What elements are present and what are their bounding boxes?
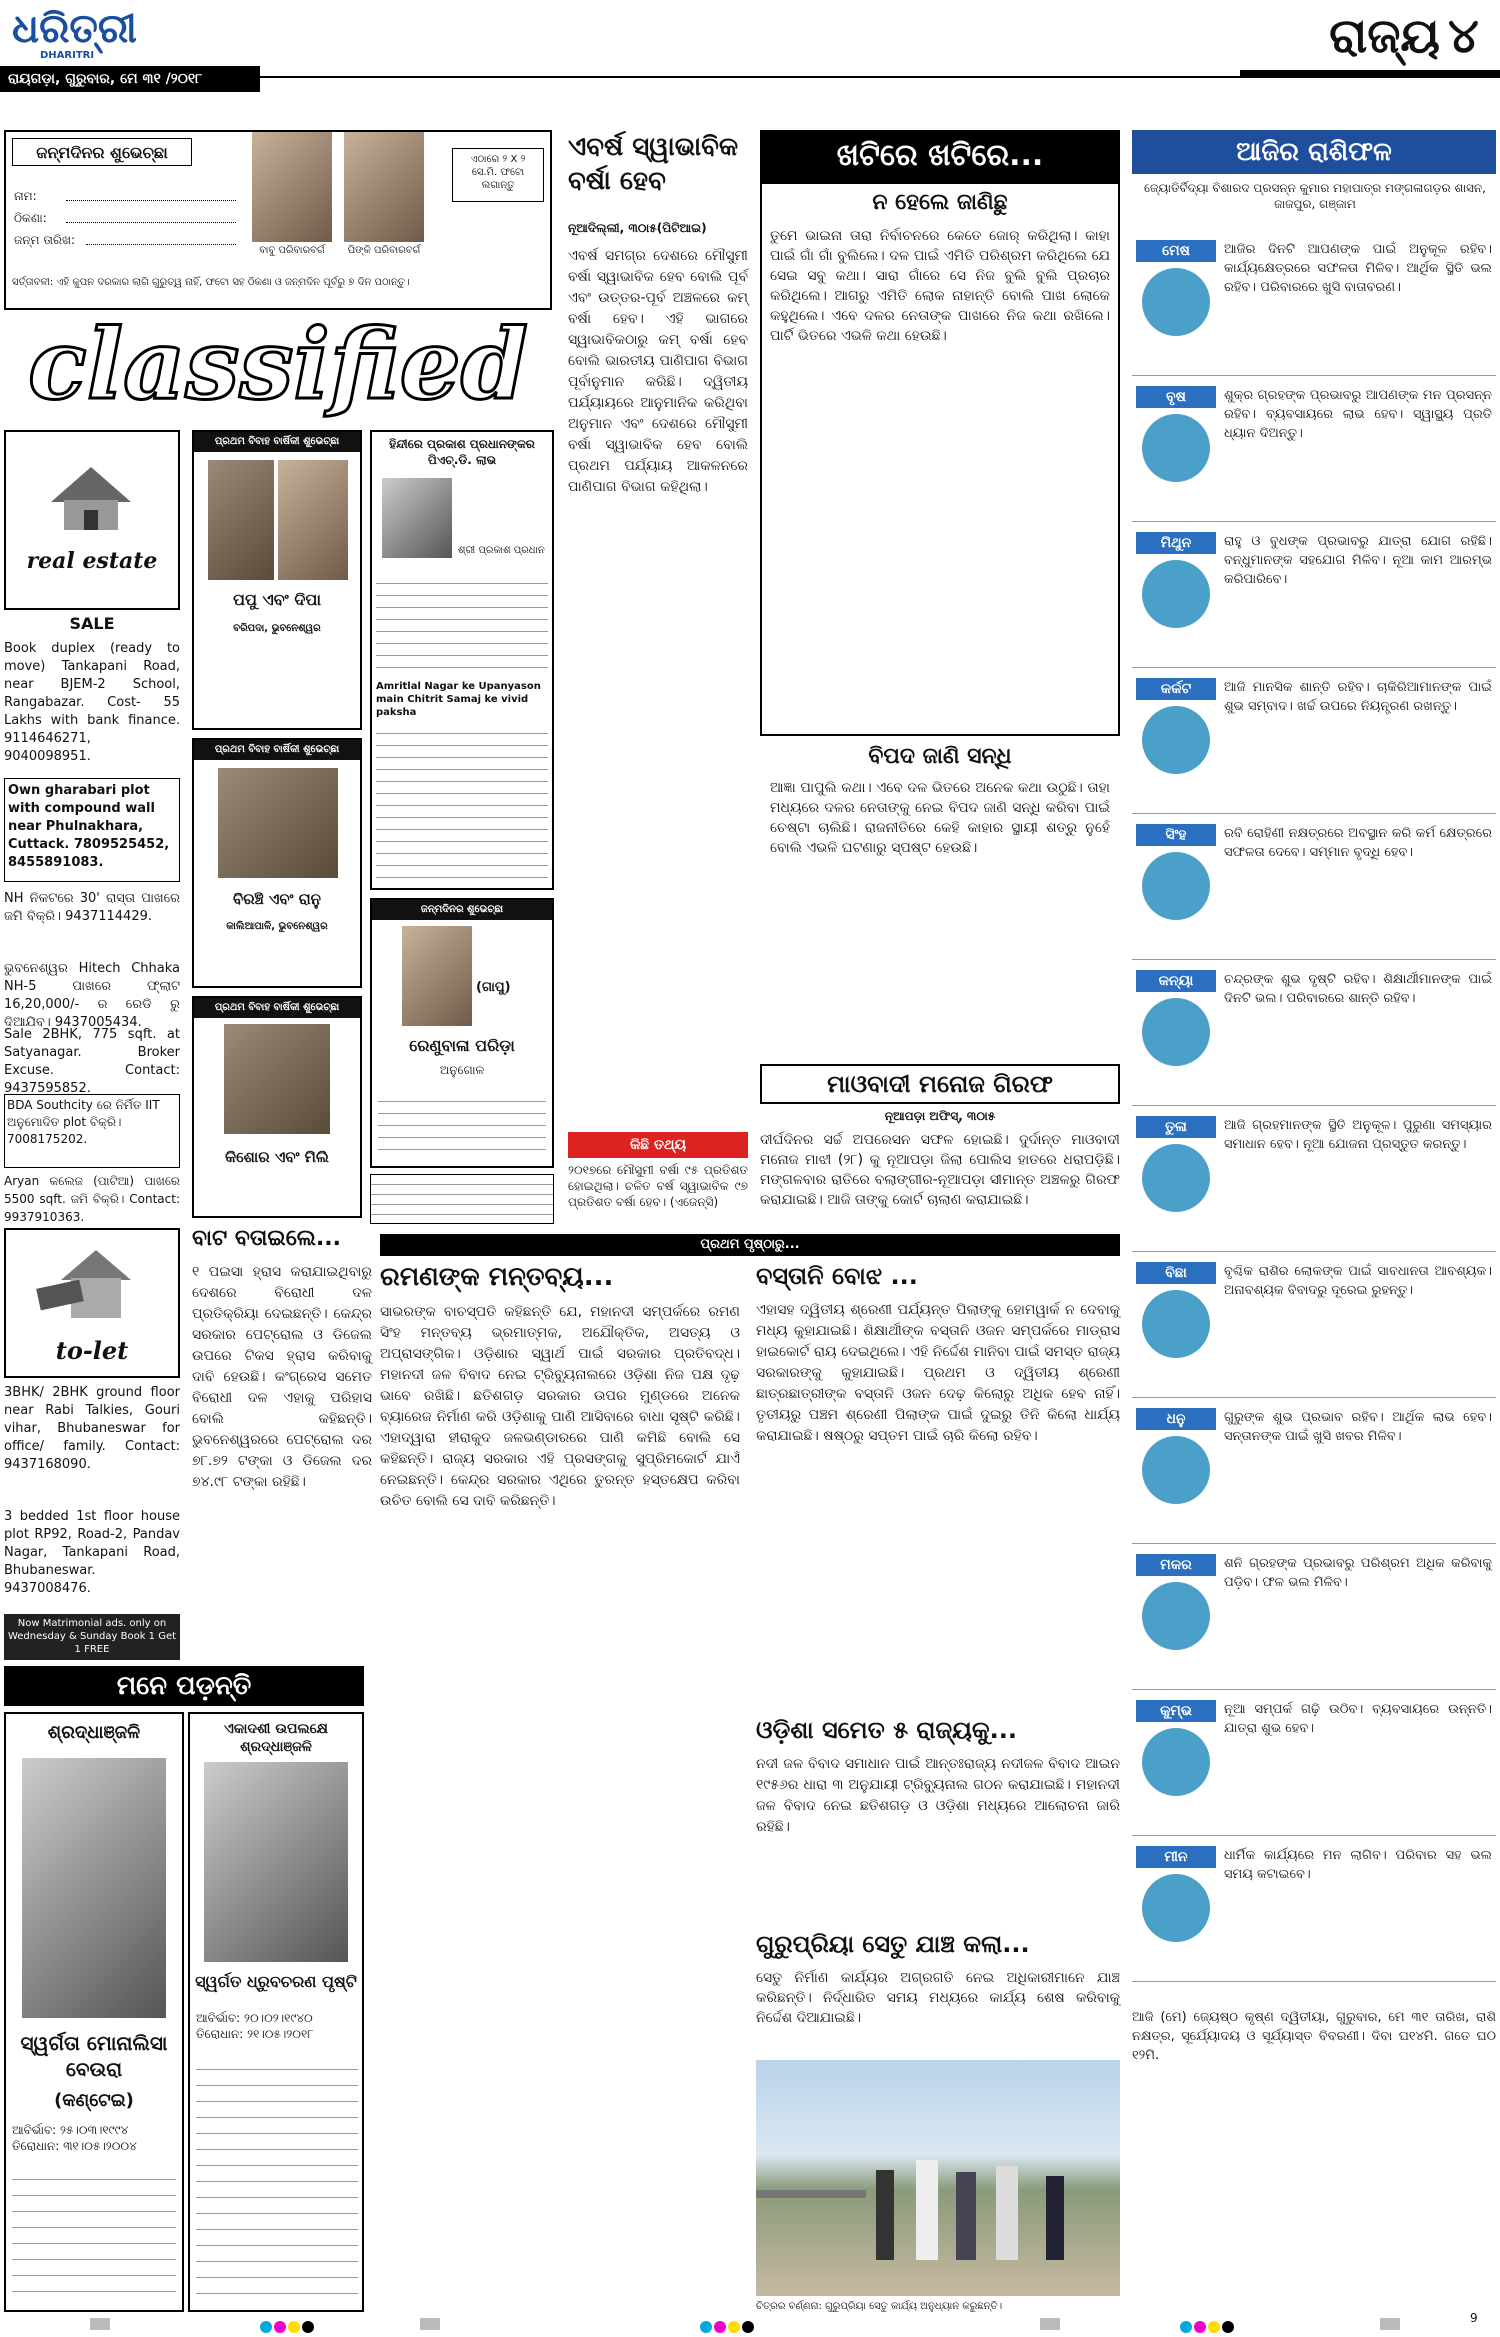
zodiac-sign-icon [1142, 1582, 1210, 1650]
rashi-text: ଆଜି ମାନସିକ ଶାନ୍ତି ରହିବ। ଚାକିରିଆମାନଙ୍କ ପାଇଁ ଶୁଭ ସମ୍ବାଦ। ଖର୍ଚ୍ଚ ଉପରେ ନିୟନ୍ତ୍ରଣ ରଖନ୍ତୁ। [1224, 680, 1492, 714]
horoscope-list [1132, 234, 1496, 1994]
section-title: ରାଜ୍ୟ [1329, 8, 1440, 64]
to-let-sign-icon [36, 1248, 146, 1328]
bag-body: ଏହାସହ ଦ୍ୱିତୀୟ ଶ୍ରେଣୀ ପର୍ଯ୍ୟନ୍ତ ପିଲାଙ୍କୁ ହୋମୱାର୍କ ନ ଦେବାକୁ ମଧ୍ୟ କୁହାଯାଇଛି। ଶିକ୍ଷାର୍ଥୀଙ୍କ ବସ୍ତାନି ଓଜନ ସମ୍ପର୍କରେ ମାଡ୍ରାସ ହାଇକୋର୍ଟ ରାୟ ଦେଇଥିଲେ। ଏହି ନିର୍ଦ୍ଦେଶ ମାନିବା ପାଇଁ ସମସ୍ତ ରାଜ୍ୟ ସରକାରଙ୍କୁ କୁହାଯାଇଛି। ପ୍ରଥମ ଓ ଦ୍ୱିତୀୟ ଶ୍ରେଣୀ ଛାତ୍ରଛାତ୍ରୀଙ୍କ ବସ୍ତାନି ଓଜନ ଦେଢ଼ କିଲୋରୁ ଅଧିକ ହେବ ନାହିଁ। ତୃତୀୟରୁ ପଞ୍ଚମ ଶ୍ରେଣୀ ପିଲାଙ୍କ ପାଇଁ ଦୁଇରୁ ତିନି କିଲୋ ଧାର୍ଯ୍ୟ କରାଯାଇଛି। ଷଷ୍ଠରୁ ସପ୍ତମ ପାଇଁ ଚାରି କିଲୋ ରହିବ। [756, 1302, 1120, 1444]
rashi-text: ଆଜିର ଦିନଟି ଆପଣଙ୍କ ପାଇଁ ଅନୁକୂଳ ରହିବ। କାର୍ଯ୍ୟକ୍ଷେତ୍ରରେ ସଫଳତା ମିଳିବ। ଆର୍ଥିକ ସ୍ଥିତି ଭଲ ରହିବ। ପରିବାରରେ ଖୁସି ବାତାବରଣ। [1224, 242, 1492, 295]
rashi-entry [1132, 1840, 1496, 1982]
ramana-body: ସାଭରଙ୍କ ବାଚସ୍ପତି କହିଛନ୍ତି ଯେ, ମହାନଦୀ ସମ୍ପର୍କରେ ରମଣ ସିଂହ ମନ୍ତବ୍ୟ ଭ୍ରମାତ୍ମକ, ଅଯୌକ୍ତିକ, ଅସତ୍ୟ ଓ ଅପ୍ରାସଙ୍ଗିକ। ଓଡ଼ିଶାର ସ୍ୱାର୍ଥ ପାଇଁ ସରକାର ପ୍ରତିବଦ୍ଧ। ମହାନଦୀ ଜଳ ବିବାଦ ନେଇ ଟ୍ରିବ୍ୟୁନାଲରେ ଓଡ଼ିଶା ନିଜ ପକ୍ଷ ଦୃଢ଼ ଭାବେ ରଖିଛି। ଛତିଶଗଡ଼ ସରକାର ଉପର ମୁଣ୍ଡରେ ଅନେକ ବ୍ୟାରେଜ ନିର୍ମାଣ କରି ଓଡ଼ିଶାକୁ ପାଣି ଆସିବାରେ ବାଧା ସୃଷ୍ଟି କରିଛି। ଏହାଦ୍ୱାରା ହୀରାକୁଦ ଜଳଭଣ୍ଡାରରେ ପାଣି କମିଛି ବୋଲି ସେ କହିଛନ୍ତି। ରାଜ୍ୟ ସରକାର ଏହି ପ୍ରସଙ୍ଗକୁ ସୁପ୍ରିମକୋର୍ଟ ଯାଏଁ ନେଇଛନ୍ତି। କେନ୍ଦ୍ର ସରକାର ଏଥିରେ ତୁରନ୍ତ ହସ୍ତକ୍ଷେପ କରିବା ଉଚିତ ବୋଲି ସେ ଦାବି କରିଛନ୍ତି। [380, 1304, 740, 1509]
zodiac-sign-icon [1142, 998, 1210, 1066]
child-caption-1: ବାବୁ ପରିବାରବର୍ଗ [259, 245, 325, 256]
to-let-ad: 3BHK/ 2BHK ground floor near Rabi Talkies, Gouri vihar, Bhubaneswar for office/ family. Contact: 9437168090. [4, 1385, 180, 1472]
zodiac-sign-icon [1142, 1436, 1210, 1504]
person-name: ଶ୍ରୀ ପ୍ରକାଶ ପ୍ରଧାନ [458, 545, 545, 556]
person-photo [402, 926, 472, 1026]
memorial-dates: ଆବିର୍ଭାବ: ୨୦।୦୨।୧୯୪୦ ତିରୋଧାନ: ୨୧।୦୫।୨୦୧୮ [196, 2011, 314, 2041]
rashi-text: ରବି ରୋହିଣୀ ନକ୍ଷତ୍ରରେ ଅବସ୍ଥାନ କରି କର୍ମ କ୍ଷେତ୍ରରେ ସଫଳତା ଦେବେ। ସମ୍ମାନ ବୃଦ୍ଧି ହେବ। [1224, 826, 1492, 860]
memorial-right [188, 1712, 364, 2312]
birthday-title: ଜନ୍ମଦିନର ଶୁଭେଚ୍ଛା [12, 138, 192, 166]
text-lines [376, 572, 548, 672]
panjika: ଆଜି (ମେ) ଜ୍ୟେଷ୍ଠ କୃଷ୍ଣ ଦ୍ୱିତୀୟା, ଗୁରୁବାର, ମେ ୩୧ ତାରିଖ, ରାଶି ନକ୍ଷତ୍ର, ସୂର୍ଯ୍ୟୋଦୟ ଓ ସୂର୍ଯ୍ୟାସ୍ତ ବିବରଣୀ। ଦିବା ଘ୧୪ମି. ଗତେ ଘ୦ ୧୨ମି. [1132, 2010, 1496, 2063]
print-mark [90, 2318, 110, 2330]
couple-name: ପପୁ ଏବଂ ଦିପା [233, 590, 321, 609]
zodiac-sign-icon [1142, 706, 1210, 774]
birthday-footnote: ସର୍ତ୍ତାବଳୀ: ଏହି କୁପନ ଦରକାର ଲାଗି ଗୁରୁତ୍ୱ ନାହିଁ, ଫଟୋ ସହ ଠିକଣା ଓ ଜନ୍ମଦିନ ପୂର୍ବରୁ ୭ ଦିନ ପଠାନ୍ତୁ। [12, 277, 410, 288]
zodiac-sign-icon [1142, 268, 1210, 336]
zodiac-sign-icon [1142, 414, 1210, 482]
jump-bar: ପ୍ରଥମ ପୃଷ୍ଠାରୁ... [380, 1234, 1120, 1256]
classified-banner: classified [28, 308, 528, 421]
rashi-entry [1132, 1110, 1496, 1252]
zodiac-sign-icon [1142, 560, 1210, 628]
rashi-name: ମିଥୁନ [1136, 532, 1216, 554]
text-lines [378, 1090, 546, 1160]
anniversary-title: ପ୍ରଥମ ବିବାହ ବାର୍ଷିକୀ ଶୁଭେଚ୍ଛା [194, 740, 360, 760]
anniversary-title: ପ୍ରଥମ ବିବାହ ବାର୍ଷିକୀ ଶୁଭେଚ୍ଛା [194, 998, 360, 1018]
rashi-name: ବୃଷ [1136, 386, 1216, 408]
page-number: ୪ [1448, 8, 1479, 64]
dotted-line [86, 244, 236, 245]
to-let-box [4, 1228, 180, 1378]
people-silhouettes-icon [756, 2060, 1120, 2296]
memorial-title: ଏକାଦଶୀ ଉପଲକ୍ଷେ ଶ୍ରଦ୍ଧାଞ୍ଜଳି [224, 1721, 328, 1755]
ramana-headline: ରମଣଙ୍କ ମନ୍ତବ୍ୟ... [380, 1262, 614, 1292]
anniversary-ad-3 [192, 996, 362, 1218]
classified-ad-boxed: BDA Southcity ରେ ନିର୍ମିତ IIT ଅନୁମୋଦିତ plot ବିକ୍ରି। 7008175202. [4, 1094, 180, 1168]
photo-size-note: ଏଠାରେ ୨ X ୨ ସେ.ମି. ଫଟୋ ଲଗାନ୍ତୁ [452, 148, 544, 202]
story-headline: ନ ହେଲେ ଜାଣିଛୁ [872, 190, 1008, 215]
matrimonial-note: Now Matrimonial ads. only on Wednesday & Sunday Book 1 Get 1 FREE [4, 1614, 180, 1660]
zodiac-sign-icon [1142, 1144, 1210, 1212]
rashi-text: ଆଜି ଗ୍ରହମାନଙ୍କ ସ୍ଥିତି ଅନୁକୂଳ। ପୁରୁଣା ସମସ୍ୟାର ସମାଧାନ ହେବ। ନୂଆ ଯୋଜନା ପ୍ରସ୍ତୁତ କରନ୍ତୁ। [1224, 1118, 1492, 1152]
birthday-coupon [4, 130, 552, 310]
rashi-entry [1132, 1256, 1496, 1398]
memorial-banner: ମନେ ପଡ଼ନ୍ତି [4, 1666, 364, 1706]
anniversary-ad-1 [192, 430, 362, 730]
thesis-title: Amritlal Nagar ke Upanyason main Chitrit Samaj ke vivid paksha [376, 681, 541, 718]
birthday-ad-2 [370, 898, 554, 1168]
fivestates-body: ନଦୀ ଜଳ ବିବାଦ ସମାଧାନ ପାଇଁ ଆନ୍ତଃରାଜ୍ୟ ନଦୀଜଳ ବିବାଦ ଆଇନ ୧୯୫୬ର ଧାରା ୩ ଅନୁଯାୟୀ ଟ୍ରିବ୍ୟୁନାଲ ଗଠନ କରାଯାଇଛି। ମହାନଦୀ ଜଳ ବିବାଦ ନେଇ ଛତିଶଗଡ଼ ଓ ଓଡ଼ିଶା ମଧ୍ୟରେ ଆଲୋଚନା ଜାରି ରହିଛି। [756, 1756, 1120, 1835]
memorial-photo [204, 1762, 348, 1962]
classified-ad: NH ନିକଟରେ 30' ରାସ୍ତା ପାଖରେ ଜମି ବିକ୍ରି। 9437114429. [4, 891, 180, 924]
rashi-text: ବୃଶ୍ଚିକ ରାଶିର ଲୋକଙ୍କ ପାଇଁ ସାବଧାନତା ଆବଶ୍ୟକ। ଅନାବଶ୍ୟକ ବିବାଦରୁ ଦୂରେଇ ରୁହନ୍ତୁ। [1224, 1264, 1492, 1298]
memorial-name: ସ୍ୱର୍ଗତ ଧ୍ରୁବଚରଣ ପୃଷ୍ଟି [195, 1972, 357, 1991]
rashi-text: ନୂଆ ସମ୍ପର୍କ ଗଢ଼ି ଉଠିବ। ବ୍ୟବସାୟରେ ଉନ୍ନତି। ଯାତ୍ରା ଶୁଭ ହେବ। [1224, 1702, 1492, 1736]
rashi-entry [1132, 1402, 1496, 1544]
zodiac-sign-icon [1142, 1728, 1210, 1796]
rashi-entry [1132, 672, 1496, 814]
real-estate-label: real estate [26, 548, 158, 574]
maoist-body: ଦୀର୍ଘଦିନର ସର୍ଚ୍ଚ ଅପରେସନ ସଫଳ ହୋଇଛି। ଦୁର୍ଦାନ୍ତ ମାଓବାଦୀ ମନୋଜ ମାଝୀ (୨୮) କୁ ନୂଆପଡ଼ା ଜିଲା ପୋଲିସ ହାତରେ ଧରାପଡ଼ିଛି। ମଙ୍ଗଳବାର ରାତିରେ ବଲାଙ୍ଗୀର-ନୂଆପଡ଼ା ସୀମାନ୍ତ ଅଞ୍ଚଳରୁ ଗିରଫ କରାଯାଇଛି। ଆଜି ତାଙ୍କୁ କୋର୍ଟ ଚାଲାଣ କରାଯାଇଛି। [760, 1132, 1120, 1208]
wrongway-headline: ବାଟ ବତାଇଲେ... [192, 1226, 341, 1251]
memorial-name: ସ୍ୱର୍ଗତା ମୋନାଲିସା ବେଉରା [20, 2031, 168, 2081]
bridge-headline: ଗୁରୁପ୍ରିୟା ସେତୁ ଯାଞ୍ଚ କଲା... [756, 1930, 1030, 1958]
child-caption-2: ପିଙ୍କି ପରିବାରବର୍ଗ [347, 245, 421, 256]
rashi-name: ସିଂହ [1136, 824, 1216, 846]
classified-ad: Book duplex (ready to move) Tankapani Road, near BJEM-2 School, Rangabazar. Cost- 55 Lakhs with bank finance. 9114646271, 9040098951. [4, 641, 180, 764]
cmyk-marks [1180, 2318, 1236, 2337]
bridge-body: ସେତୁ ନିର୍ମାଣ କାର୍ଯ୍ୟର ଅଗ୍ରଗତି ନେଇ ଅଧିକାରୀମାନେ ଯାଞ୍ଚ କରିଛନ୍ତି। ନିର୍ଦ୍ଧାରିତ ସମୟ ମଧ୍ୟରେ କାର୍ଯ୍ୟ ଶେଷ କରିବାକୁ ନିର୍ଦ୍ଦେଶ ଦିଆଯାଇଛି। [756, 1970, 1120, 2026]
child-photo-1 [252, 132, 332, 242]
rashi-name: ଧନୁ [1136, 1408, 1216, 1430]
factbox-body: ୨୦୧୭ରେ ମୌସୁମୀ ବର୍ଷା ୯୫ ପ୍ରତିଶତ ହୋଇଥିଲା। ଚଳିତ ବର୍ଷ ସ୍ୱାଭାବିକ ୯୭ ପ୍ରତିଶତ ବର୍ଷା ହେବ। (ଏଜେନ୍ସି) [568, 1163, 748, 1209]
bride-photo [278, 460, 348, 580]
fivestates-headline: ଓଡ଼ିଶା ସମେତ ୫ ରାଜ୍ୟକୁ... [756, 1716, 1017, 1744]
couple-place: କାଲିଆପାଳି, ଭୁବନେଶ୍ୱର [226, 921, 328, 932]
classified-ad: Sale 2BHK, 775 sqft. at Satyanagar. Broker Excuse. Contact: 9437595852. [4, 1027, 180, 1096]
story-headline: ବିପଦ ଜାଣି ସନ୍ଧି [868, 744, 1012, 769]
rain-dateline: ନୂଆଦିଲ୍ଲୀ, ୩୦ା୫(ପିଟିଆଇ) [568, 221, 707, 235]
dateline: ରାୟଗଡ଼ା, ଗୁରୁବାର, ମେ ୩୧ /୨୦୧୮ [0, 66, 260, 92]
factbox-title: କିଛି ତଥ୍ୟ [568, 1132, 748, 1158]
birthday2-title: ଜନ୍ମଦିନର ଶୁଭେଚ୍ଛା [372, 900, 552, 920]
rashi-name: ତୁଳା [1136, 1116, 1216, 1138]
rashi-text: ଶୁକ୍ର ଗ୍ରହଙ୍କ ପ୍ରଭାବରୁ ଆପଣଙ୍କ ମନ ପ୍ରସନ୍ନ ରହିବ। ବ୍ୟବସାୟରେ ଲାଭ ହେବ। ସ୍ୱାସ୍ଥ୍ୟ ପ୍ରତି ଧ୍ୟାନ ଦିଅନ୍ତୁ। [1224, 388, 1492, 441]
sale-heading: SALE [69, 614, 115, 633]
dotted-line [66, 200, 236, 201]
cmyk-marks [260, 2318, 316, 2337]
field-address: ଠିକଣା: [14, 211, 47, 225]
couple-photo [218, 768, 338, 878]
memorial-nick: (କଣ୍ଟେଇ) [54, 2090, 134, 2111]
rain-body: ଏବର୍ଷ ସମଗ୍ର ଦେଶରେ ମୌସୁମୀ ବର୍ଷା ସ୍ୱାଭାବିକ ହେବ ବୋଲି ପୂର୍ବ ଏବଂ ଉତ୍ତର-ପୂର୍ବ ଅଞ୍ଚଳରେ କମ୍ ବର୍ଷା ହେବ। ଏହି ଭାଗରେ ସ୍ୱାଭାବିକଠାରୁ କମ୍ ବର୍ଷା ହେବ ବୋଲି ଭାରତୀୟ ପାଣିପାଗ ବିଭାଗ ପୂର୍ବାନୁମାନ କରିଛି। ଦ୍ୱିତୀୟ ପର୍ଯ୍ୟାୟରେ ଆନୁମାନିକ କରିଥିବା ଅନୁମାନ ଏବଂ ଦେଶରେ ମୌସୁମୀ ବର୍ଷା ସ୍ୱାଭାବିକ ହେବ ବୋଲି ପ୍ରଥମ ପର୍ଯ୍ୟାୟ ଆକଳନରେ ପାଣିପାଗ ବିଭାଗ କହିଥିଲା। [568, 248, 748, 495]
rashi-entry [1132, 1694, 1496, 1836]
print-mark [420, 2318, 440, 2330]
rashi-name: ବିଛା [1136, 1262, 1216, 1284]
bridge-caption: ଚିତ୍ରର ବର୍ଣ୍ଣନା: ଗୁରୁପ୍ରିୟା ସେତୁ କାର୍ଯ୍ୟ ଅନୁଧ୍ୟାନ କରୁଛନ୍ତି। [756, 2301, 1003, 2312]
newspaper-logo: ଧରିତ୍ରୀ [12, 5, 137, 52]
classified-ad: Aryan କଲେଜ (ପାଟିଆ) ପାଖରେ 5500 sqft. ଜମି ବିକ୍ରି। Contact: 9937910363. [4, 1174, 180, 1224]
rashi-name: କର୍କଟ [1136, 678, 1216, 700]
rashi-entry [1132, 964, 1496, 1106]
rashi-text: ଧାର୍ମିକ କାର୍ଯ୍ୟରେ ମନ ଲାଗିବ। ପରିବାର ସହ ଭଲ ସମୟ କଟାଇବେ। [1224, 1848, 1492, 1882]
anniversary-ad-2 [192, 738, 362, 988]
rashi-entry [1132, 234, 1496, 376]
classified-ad: ଭୁବନେଶ୍ୱର Hitech Chhaka NH-5 ପାଖରେ ଫ୍ଲାଟ 16,20,000/- ର ରେଡି ରୁ ଦିଆଯିବ। 9437005434. [4, 961, 180, 1030]
print-mark [1040, 2318, 1060, 2330]
memorial-dates: ଆବିର୍ଭାବ: ୨୫।୦୩।୧୯୯୪ ତିରୋଧାନ: ୩୧।୦୫।୨୦୦୪ [12, 2123, 137, 2153]
rashi-entry [1132, 380, 1496, 522]
field-dob: ଜନ୍ମ ତାରିଖ: [14, 233, 76, 247]
dotted-line [66, 222, 236, 223]
memorial-photo [22, 1758, 166, 2018]
rashi-text: ଗୁରୁଙ୍କ ଶୁଭ ପ୍ରଭାବ ରହିବ। ଆର୍ଥିକ ଲାଭ ହେବ। ସନ୍ତାନଙ୍କ ପାଇଁ ଖୁସି ଖବର ମିଳିବ। [1224, 1410, 1492, 1444]
masthead-right-rule [1240, 70, 1500, 78]
cmyk-marks [700, 2318, 756, 2337]
to-let-label: to-let [55, 1336, 129, 1365]
memorial-title: ଶ୍ରଦ୍ଧାଞ୍ଜଳି [47, 1722, 141, 1743]
zodiac-sign-icon [1142, 1874, 1210, 1942]
maoist-headline: ମାଓବାଦୀ ମନୋଜ ଗିରଫ [760, 1064, 1120, 1104]
page-foot-number: 9 [1470, 2311, 1478, 2325]
horoscope-title: ଆଜିର ରାଶିଫଳ [1132, 130, 1496, 174]
zodiac-sign-icon [1142, 1290, 1210, 1358]
anniversary-title: ପ୍ରଥମ ବିବାହ ବାର୍ଷିକୀ ଶୁଭେଚ୍ଛା [194, 432, 360, 452]
rashi-name: ମୀନ [1136, 1846, 1216, 1868]
masthead-rule [260, 76, 1250, 78]
rashi-name: ମକର [1136, 1554, 1216, 1576]
classified-ad-boxed: Own gharabari plot with compound wall near Phulnakhara, Cuttack. 7809525452, 8455891083. [4, 778, 180, 882]
person-photo [382, 478, 452, 558]
rain-headline: ଏବର୍ଷ ସ୍ୱାଭାବିକ ବର୍ଷା ହେବ [568, 132, 739, 196]
story-body: ଆଜ୍ଞା ପାପୁଲି କଥା। ଏବେ ଦଳ ଭିତରେ ଅନେକ କଥା ଉଠୁଛି। ତାହା ମଧ୍ୟରେ ଦଳର ନେତାଙ୍କୁ ନେଇ ବିପଦ ଜାଣି ସନ୍ଧି କରିବା ପାଇଁ ଚେଷ୍ଟା ଚାଲିଛି। ରାଜନୀତିରେ କେହି କାହାର ସ୍ଥାୟୀ ଶତ୍ରୁ ନୁହେଁ ବୋଲି ଏଭଳି ଘଟଣାରୁ ସ୍ପଷ୍ଟ ହେଉଛି। [770, 780, 1110, 856]
zodiac-sign-icon [1142, 852, 1210, 920]
text-lines [376, 722, 548, 882]
person-name: ରେଣୁବାଳା ପରିଡ଼ା [409, 1036, 515, 1055]
maoist-dateline: ନୂଆପଡ଼ା ଅଫିସ୍, ୩୦ା୫ [884, 1109, 996, 1123]
rashi-name: କନ୍ୟା [1136, 970, 1216, 992]
rashi-name: କୁମ୍ଭ [1136, 1700, 1216, 1722]
bridge-photo [756, 2060, 1120, 2296]
child-photo-2 [344, 132, 424, 242]
house-icon [46, 462, 136, 532]
couple-name: ବିରଞ୍ଚି ଏବଂ ରାନୁ [233, 890, 321, 908]
phd-title: ହିନ୍ଦୀରେ ପ୍ରକାଶ ପ୍ରଧାନଙ୍କର ପିଏଚ୍.ଡି. ଲାଭ [389, 437, 535, 467]
to-let-ad: 3 bedded 1st floor house plot RP92, Road-2, Pandav Nagar, Tankapani Road, Bhubaneswar. 9437008476. [4, 1509, 180, 1596]
rashi-text: ରାହୁ ଓ ବୁଧଙ୍କ ପ୍ରଭାବରୁ ଯାତ୍ରା ଯୋଗ ରହିଛି। ବନ୍ଧୁମାନଙ୍କ ସହଯୋଗ ମିଳିବ। ନୂଆ କାମ ଆରମ୍ଭ କରିପାରିବେ। [1224, 534, 1492, 587]
logo-subtitle: DHARITRI [40, 50, 95, 61]
phd-notice [370, 430, 554, 890]
text-lines [12, 2164, 176, 2294]
small-notice [370, 1174, 554, 1224]
print-mark [1380, 2318, 1400, 2330]
rashi-entry [1132, 1548, 1496, 1690]
real-estate-box [4, 430, 180, 610]
horoscope-author: ଜ୍ୟୋତିର୍ବିଦ୍ୟା ବିଶାରଦ ପ୍ରସନ୍ନ କୁମାର ମହାପାତ୍ର ମଙ୍ଗଳାଗଡ଼ର ଶାସନ, ଜାଜପୁର, ଗଞ୍ଜାମ [1144, 181, 1486, 211]
rashi-name: ମେଷ [1136, 240, 1216, 262]
couple-name: କିଶୋର ଏବଂ ମିଲି [225, 1148, 329, 1166]
story-body: ତୁମେ ଭାଇନା ତାରା ନିର୍ବାଚନରେ କେତେ ଜୋର୍ କରିଥିଲା। କାହା ପାଇଁ ଗାଁ ଗାଁ ବୁଲିଲେ। ଦଳ ପାଇଁ ଏମିତି ପରିଶ୍ରମ କରିଥିଲେ ଯେ ସେଇ ସବୁ କଥା। ସାରା ଗାଁରେ ସେ ନିଜ ବୁଲି ବୁଲି ପ୍ରଚାର କରିଥିଲେ। ଆଗରୁ ଏମିତି ଲୋକ ନାହାନ୍ତି ବୋଲି ପାଖ ଲୋକେ କହୁଥିଲେ। ଏବେ ଦଳର ନେତାଙ୍କ ପାଖରେ ନିଜ କଥା ରଖିଲେ। ପାର୍ଟି ଭିତରେ ଏଭଳି କଥା ହେଉଛି। [770, 228, 1110, 344]
text-lines [196, 2054, 358, 2294]
rashi-text: ଚନ୍ଦ୍ରଙ୍କ ଶୁଭ ଦୃଷ୍ଟି ରହିବ। ଶିକ୍ଷାର୍ଥୀମାନଙ୍କ ପାଇଁ ଦିନଟି ଭଲ। ପରିବାରରେ ଶାନ୍ତି ରହିବ। [1224, 972, 1492, 1006]
khichire-banner: ଖଟିରେ ଖଟିରେ... [760, 130, 1120, 182]
rashi-entry [1132, 818, 1496, 960]
memorial-left [4, 1712, 184, 2312]
groom-photo [208, 460, 274, 580]
nickname: (ଗାପୁ) [476, 980, 511, 995]
wrongway-body: ୧ ପଇସା ହ୍ରାସ କରାଯାଇଥିବାରୁ ଦେଶରେ ବିରୋଧୀ ଦଳ ପ୍ରତିକ୍ରିୟା ଦେଇଛନ୍ତି। କେନ୍ଦ୍ର ସରକାର ପେଟ୍ରୋଲ ଓ ଡିଜେଲ ଉପରେ ଟିକସ ହ୍ରାସ କରିବାକୁ ଦାବି ହେଉଛି। କଂଗ୍ରେସ ସମେତ ବିରୋଧୀ ଦଳ ଏହାକୁ ପରିହାସ ବୋଲି କହିଛନ୍ତି। ଭୁବନେଶ୍ୱରରେ ପେଟ୍ରୋଲ ଦର ୭୮.୭୨ ଟଙ୍କା ଓ ଡିଜେଲ ଦର ୭୪.୯୮ ଟଙ୍କା ରହିଛି। [192, 1264, 372, 1490]
rashi-entry [1132, 526, 1496, 668]
couple-place: ବରିପଦା, ଭୁବନେଶ୍ୱର [233, 623, 321, 634]
person-place: ଅନୁଗୋଳ [439, 1063, 485, 1077]
rashi-text: ଶନି ଗ୍ରହଙ୍କ ପ୍ରଭାବରୁ ପରିଶ୍ରମ ଅଧିକ କରିବାକୁ ପଡ଼ିବ। ଫଳ ଭଲ ମିଳିବ। [1224, 1556, 1492, 1590]
field-name: ନାମ: [14, 189, 37, 203]
bag-headline: ବସ୍ତାନି ବୋଝ ... [756, 1262, 918, 1290]
couple-photo [224, 1024, 330, 1134]
